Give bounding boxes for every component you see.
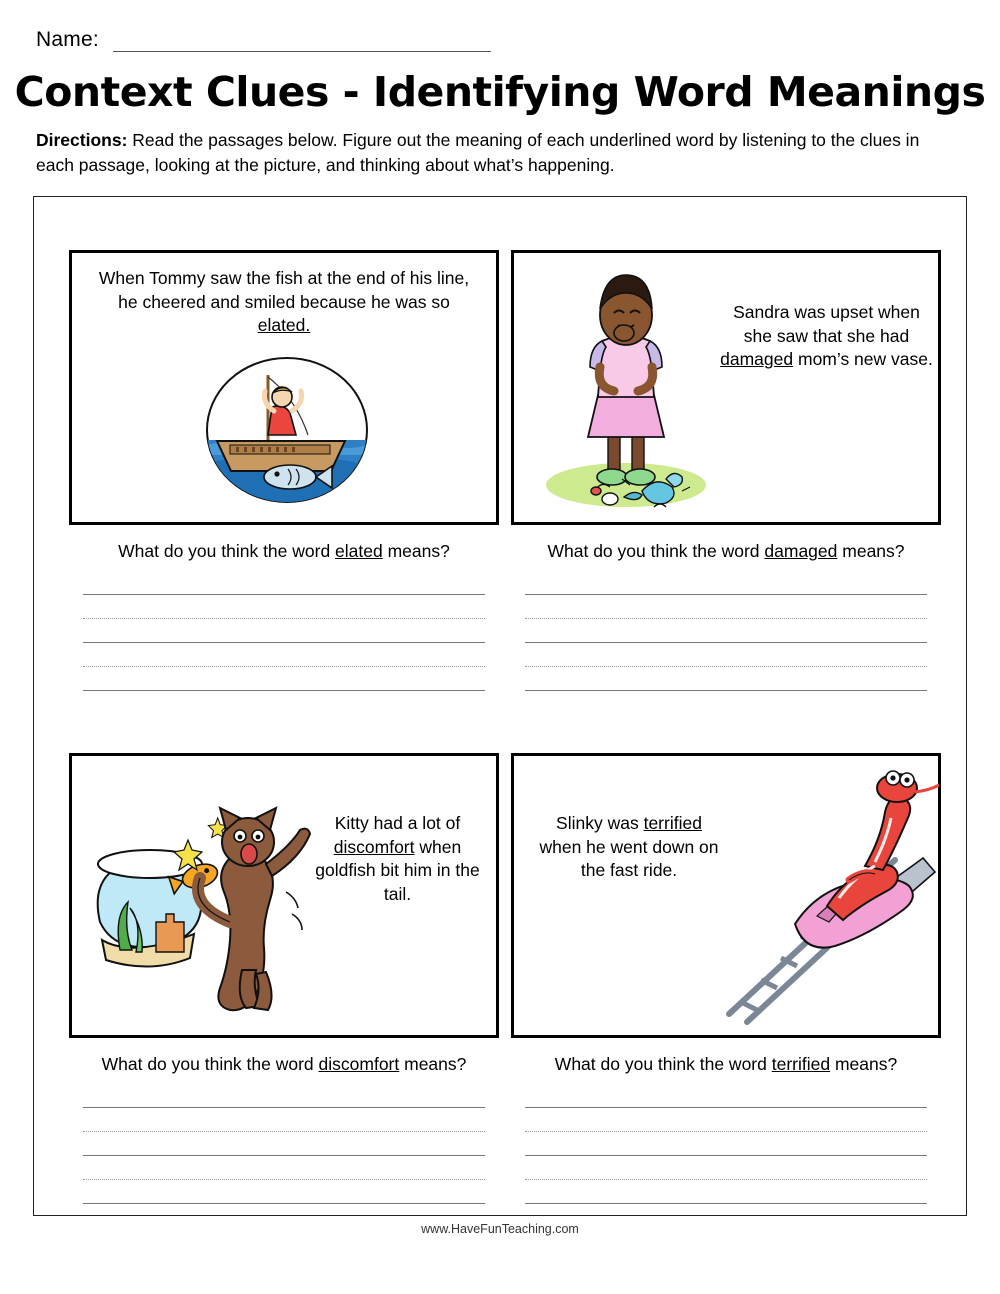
passage-underlined-word: damaged [720,349,794,370]
question-word: discomfort [318,1054,400,1074]
question-pre: What do you think the word [101,1054,319,1074]
question-pre: What do you think the word [554,1054,772,1074]
passage-text [310,812,485,907]
answer-line[interactable] [525,619,927,643]
passage-underlined-word: discomfort [333,836,415,857]
passage-panel [511,250,941,525]
directions-text: Read the passages below. Figure out the meaning of each underlined word by listening to the clues in each passage, looking at the picture, and thinking about what’s happening. [36,130,920,175]
question-post: means? [830,1054,898,1074]
question-text [69,1054,499,1075]
question-post: means? [399,1054,467,1074]
name-label: Name: [36,28,99,51]
answer-line[interactable] [525,667,927,691]
answer-line[interactable] [525,571,927,595]
passage-text [539,812,719,883]
worksheet-item [69,250,499,691]
question-pre: What do you think the word [118,541,336,561]
passage-panel [69,753,499,1038]
worksheet-item [511,250,941,691]
answer-lines[interactable] [69,571,499,691]
illustration-girl-broken-vase [526,263,726,518]
question-word: elated [335,541,383,561]
answer-line[interactable] [83,595,485,619]
illustration-cat-and-fishbowl [80,772,320,1027]
question-text [511,1054,941,1075]
answer-line[interactable] [83,643,485,667]
answer-line[interactable] [83,1108,485,1132]
passage-text-post: when goldfish bit him in the tail. [315,836,480,904]
passage-text-post: mom’s new vase. [793,349,933,370]
question-pre: What do you think the word [547,541,765,561]
answer-lines[interactable] [511,571,941,691]
question-text [511,541,941,562]
passage-text-pre: Kitty had a lot of [334,813,461,833]
question-post: means? [837,541,905,561]
answer-line[interactable] [525,643,927,667]
passage-text-pre: Slinky was [556,813,644,833]
illustration-boy-in-boat [172,345,402,515]
answer-line[interactable] [83,1132,485,1156]
passage-panel [511,753,941,1038]
name-row [36,28,491,52]
passage-panel [69,250,499,525]
answer-lines[interactable] [511,1084,941,1204]
answer-line[interactable] [83,1180,485,1204]
answer-line[interactable] [525,1156,927,1180]
answer-line[interactable] [83,1084,485,1108]
illustration-snake-on-slide [699,764,939,1034]
passage-underlined-word: elated. [257,315,311,336]
footer-url[interactable]: www.HaveFunTeaching.com [421,1222,579,1236]
answer-line[interactable] [525,1108,927,1132]
passage-text [90,267,478,338]
answer-line[interactable] [83,1156,485,1180]
passage-underlined-word: terrified [643,813,702,833]
worksheet-item [511,753,941,1204]
question-post: means? [382,541,450,561]
question-word: damaged [764,541,838,561]
items-grid [33,196,967,1216]
answer-line[interactable] [525,595,927,619]
passage-text-pre: When Tommy saw the fish at the end of his line, he cheered and smiled because he was so [98,268,470,312]
answer-line[interactable] [525,1132,927,1156]
page-title: Context Clues - Identifying Word Meanings [14,68,986,116]
answer-lines[interactable] [69,1084,499,1204]
answer-line[interactable] [83,571,485,595]
worksheet-item [69,753,499,1204]
answer-line[interactable] [525,1084,927,1108]
passage-text [719,301,934,372]
answer-line[interactable] [525,1180,927,1204]
question-text [69,541,499,562]
question-word: terrified [771,1054,831,1074]
directions-label: Directions: [36,130,128,150]
passage-text-pre: Sandra was upset when she saw that she had [733,302,920,346]
passage-text-post: when he went down on the fast ride. [539,836,719,881]
answer-line[interactable] [83,667,485,691]
answer-line[interactable] [83,619,485,643]
name-input-line[interactable] [113,31,491,52]
directions [36,128,956,178]
